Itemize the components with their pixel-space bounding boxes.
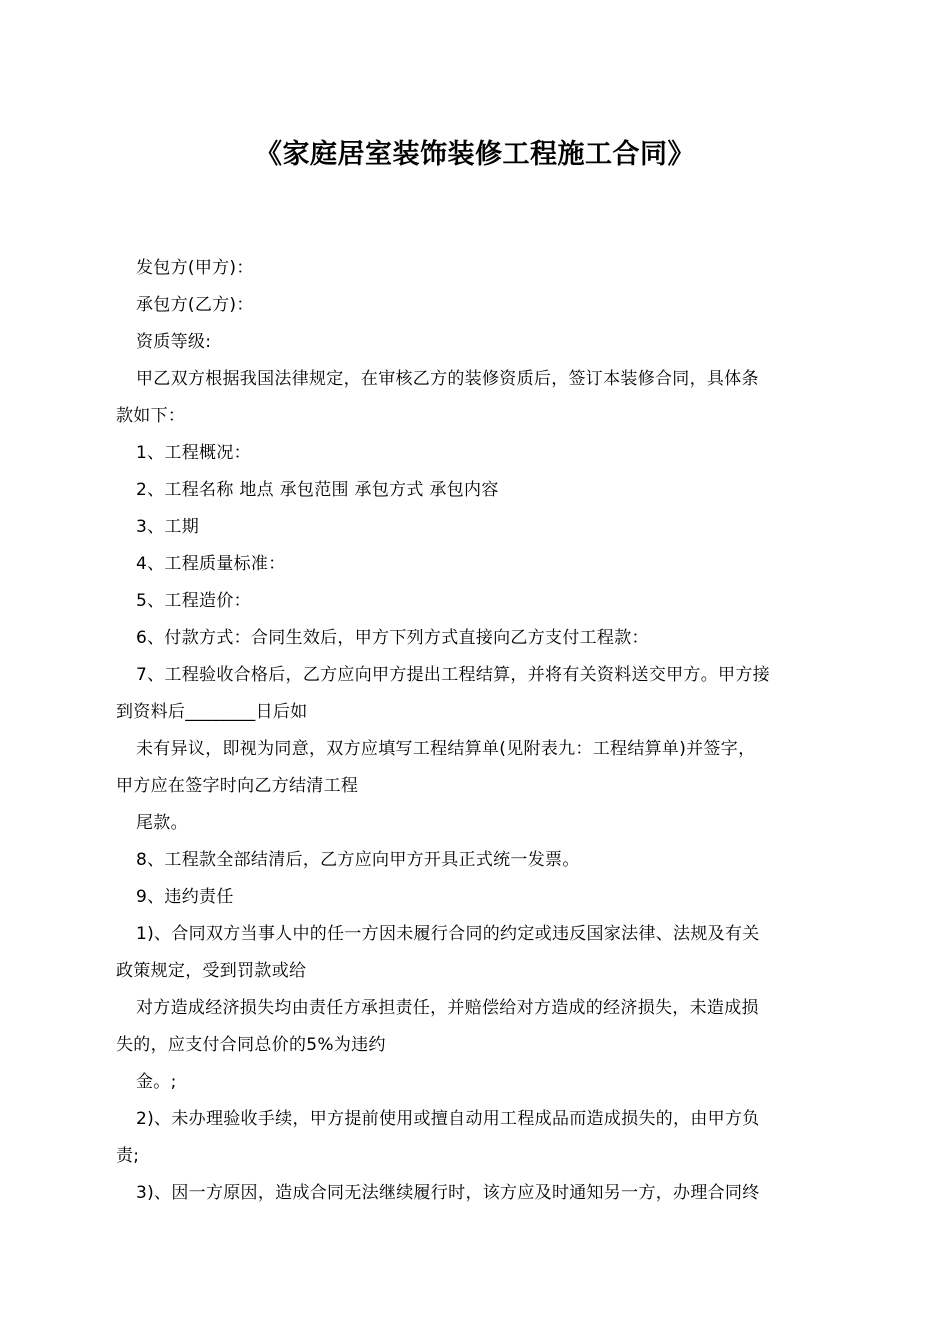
document-line: 承包方(乙方)： [136,295,254,315]
document-line: 尾款。 [136,813,188,833]
document-line: 资质等级: [136,332,212,352]
document-line: 失的，应支付合同总价的5%为违约 [116,1035,386,1055]
document-line: 3、工期 [136,517,200,537]
document-line: 2)、未办理验收手续，甲方提前使用或擅自动用工程成品而造成损失的，由甲方负 [136,1109,760,1129]
document-line: 发包方(甲方)： [136,258,254,278]
document-line: 政策规定，受到罚款或给 [116,961,307,981]
document-line: 金。; [136,1072,177,1092]
document-line: 甲方应在签字时向乙方结清工程 [116,776,359,796]
document-line: 责; [116,1146,140,1166]
document-line: 8、工程款全部结清后，乙方应向甲方开具正式统一发票。 [136,850,580,870]
document-line: 3)、因一方原因，造成合同无法继续履行时，该方应及时通知另一方，办理合同终 [136,1183,760,1203]
document-line: 6、付款方式：合同生效后，甲方下列方式直接向乙方支付工程款： [136,628,649,648]
document-line: 未有异议，即视为同意，双方应填写工程结算单(见附表九：工程结算单)并签字， [136,739,756,759]
document-title: 《家庭居室装饰装修工程施工合同》 [255,139,695,170]
document-line: 2、工程名称 地点 承包范围 承包方式 承包内容 [136,480,499,500]
document-line: 对方造成经济损失均由责任方承担责任，并赔偿给对方造成的经济损失，未造成损 [136,998,759,1018]
document-line: 款如下： [116,406,186,426]
document-line: 甲乙双方根据我国法律规定，在审核乙方的装修资质后，签订本装修合同，具体条 [136,369,759,389]
document-body [116,250,836,1212]
document-line: 到资料后________日后如 [116,702,308,722]
document-line: 1、工程概况： [136,443,251,463]
document-line: 1)、合同双方当事人中的任一方因未履行合同的约定或违反国家法律、法规及有关 [136,924,760,944]
document-line: 5、工程造价： [136,591,251,611]
document-line: 4、工程质量标准： [136,554,286,574]
document-line: 7、工程验收合格后，乙方应向甲方提出工程结算，并将有关资料送交甲方。甲方接 [136,665,770,685]
document-line: 9、违约责任 [136,887,234,907]
